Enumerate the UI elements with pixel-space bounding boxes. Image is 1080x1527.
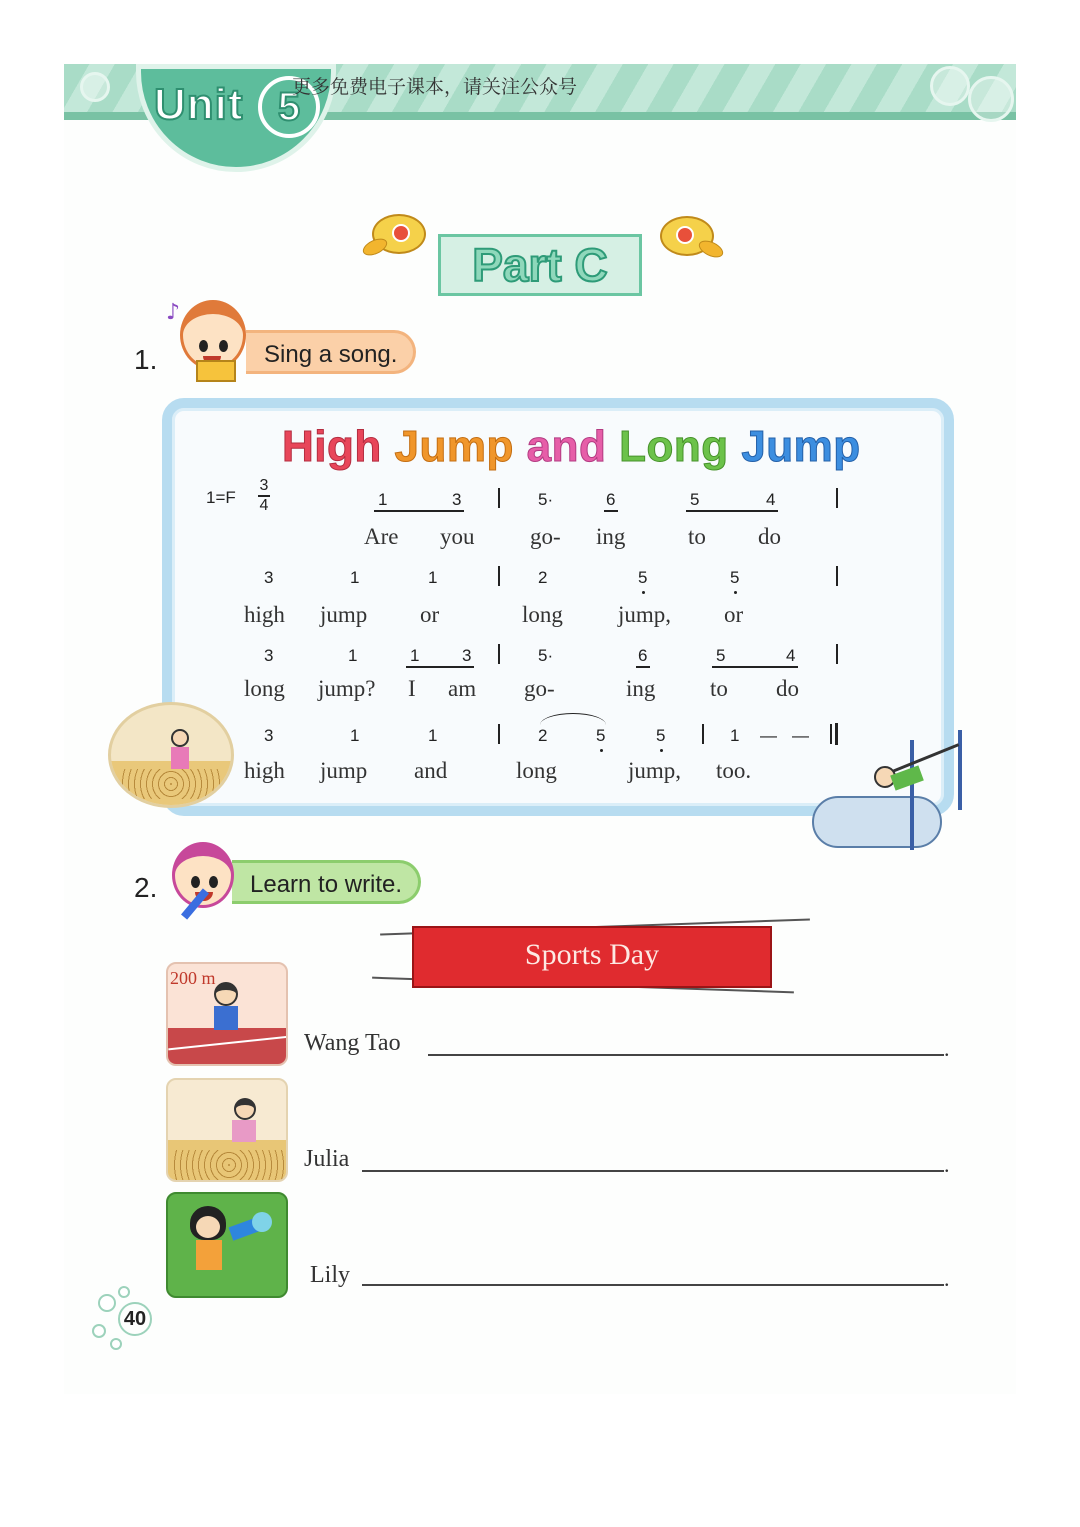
note: 5	[690, 490, 700, 509]
lyric: Are	[364, 524, 399, 549]
barline	[836, 488, 838, 508]
note: 5·	[538, 646, 554, 665]
lyric: jump	[320, 758, 368, 783]
lyric: go-	[530, 524, 561, 549]
writing-line[interactable]	[428, 1054, 944, 1056]
lyric: high	[244, 758, 285, 783]
title-word: and	[526, 422, 607, 471]
lyric: do	[758, 524, 781, 549]
note: 5	[716, 646, 726, 665]
distance-label: 200 m	[170, 968, 216, 988]
note: 1	[378, 490, 388, 509]
lyric: you	[440, 524, 475, 549]
note: 3	[452, 490, 462, 509]
section-label: Sing a song.	[246, 330, 416, 374]
unit-label: Unit	[154, 80, 244, 129]
eighth-beam	[374, 510, 464, 512]
note: 3	[264, 568, 274, 587]
section-number: 1.	[134, 344, 158, 375]
note: 1	[348, 646, 358, 665]
header-bubble	[968, 76, 1014, 122]
title-word: High	[282, 422, 382, 471]
note: 1	[428, 568, 438, 587]
note: 5	[656, 726, 665, 746]
lyric: do	[776, 676, 799, 701]
note: 4	[786, 646, 796, 665]
decorative-circle	[118, 1286, 130, 1298]
eighth-beam	[406, 666, 474, 668]
eighth-beam	[604, 510, 618, 512]
eighth-beam	[686, 510, 778, 512]
lyric: or	[724, 602, 744, 627]
decorative-circle	[110, 1338, 122, 1350]
section-number: 2.	[134, 872, 158, 903]
barline	[498, 644, 500, 664]
writing-line[interactable]	[362, 1170, 944, 1172]
lyric: jump,	[618, 602, 672, 627]
lyric: to	[688, 524, 706, 549]
barline	[702, 724, 704, 744]
song-title	[282, 422, 861, 472]
note: 6	[638, 646, 648, 665]
time-signature	[258, 478, 270, 514]
lyric: to	[710, 676, 728, 701]
note: 3	[264, 646, 274, 665]
lyric: am	[448, 676, 477, 701]
note: 1	[730, 726, 740, 745]
note: 2	[538, 726, 548, 745]
barline	[836, 644, 838, 664]
unit-number: 5	[258, 76, 320, 138]
lyric: long	[522, 602, 563, 627]
songbook-icon	[196, 360, 236, 382]
lyric: and	[414, 758, 448, 783]
writing-line[interactable]	[362, 1284, 944, 1286]
lyric: too.	[716, 758, 752, 783]
long-jump-girl-illustration	[166, 1078, 288, 1182]
section-label: Learn to write.	[232, 860, 421, 904]
lyric: long	[244, 676, 285, 701]
lyric: jump?	[318, 676, 376, 701]
barline	[498, 566, 500, 586]
note: 1	[350, 726, 360, 745]
bird-icon	[372, 214, 426, 254]
note: 1	[428, 726, 438, 745]
lyric: go-	[524, 676, 555, 701]
title-word: Jump	[741, 422, 861, 471]
line-end: .	[944, 1036, 950, 1061]
lyric: jump	[320, 602, 368, 627]
time-top: 3	[259, 477, 269, 494]
page-number: 40	[118, 1302, 152, 1336]
banner-title: Sports Day	[524, 938, 660, 971]
note: 2	[538, 568, 548, 587]
note: 5	[596, 726, 605, 746]
note: 5	[730, 568, 739, 588]
note: 5	[638, 568, 647, 588]
lyric: ing	[626, 676, 656, 701]
note: 5·	[538, 490, 554, 509]
title-word: Long	[619, 422, 729, 471]
line-end: .	[944, 1152, 950, 1177]
row-name: Julia	[304, 1146, 350, 1172]
cheering-girl-illustration	[166, 1192, 288, 1298]
watermark-text: 更多免费电子课本，请关注公众号	[292, 76, 578, 98]
lyric: ing	[596, 524, 626, 549]
row-name: Wang Tao	[304, 1030, 401, 1056]
note: 4	[766, 490, 776, 509]
music-note-icon: ♪	[166, 300, 181, 325]
high-jump-illustration	[812, 730, 972, 854]
eighth-beam	[712, 666, 798, 668]
note: —	[760, 726, 777, 745]
part-title: Part C	[438, 234, 642, 296]
header-bubble	[930, 66, 970, 106]
lyric: jump,	[628, 758, 682, 783]
lyric: high	[244, 602, 285, 627]
lyric: or	[420, 602, 440, 627]
bird-icon	[660, 216, 714, 256]
key-signature: 1=F	[206, 488, 236, 507]
barline	[836, 566, 838, 586]
note: 6	[606, 490, 616, 509]
line-end: .	[944, 1266, 950, 1291]
note: 1	[350, 568, 360, 587]
note: —	[792, 726, 809, 745]
note: 1	[410, 646, 420, 665]
long-jump-illustration	[108, 702, 234, 808]
row-name: Lily	[310, 1262, 350, 1288]
eighth-beam	[636, 666, 650, 668]
lyric: I	[408, 676, 416, 701]
title-word: Jump	[394, 422, 514, 471]
decorative-circle	[92, 1324, 106, 1338]
barline	[498, 724, 500, 744]
barline	[498, 488, 500, 508]
time-bottom: 4	[259, 497, 269, 514]
lyric: long	[516, 758, 557, 783]
note: 3	[264, 726, 274, 745]
header-bubble	[80, 72, 110, 102]
decorative-circle	[98, 1294, 116, 1312]
note: 3	[462, 646, 472, 665]
